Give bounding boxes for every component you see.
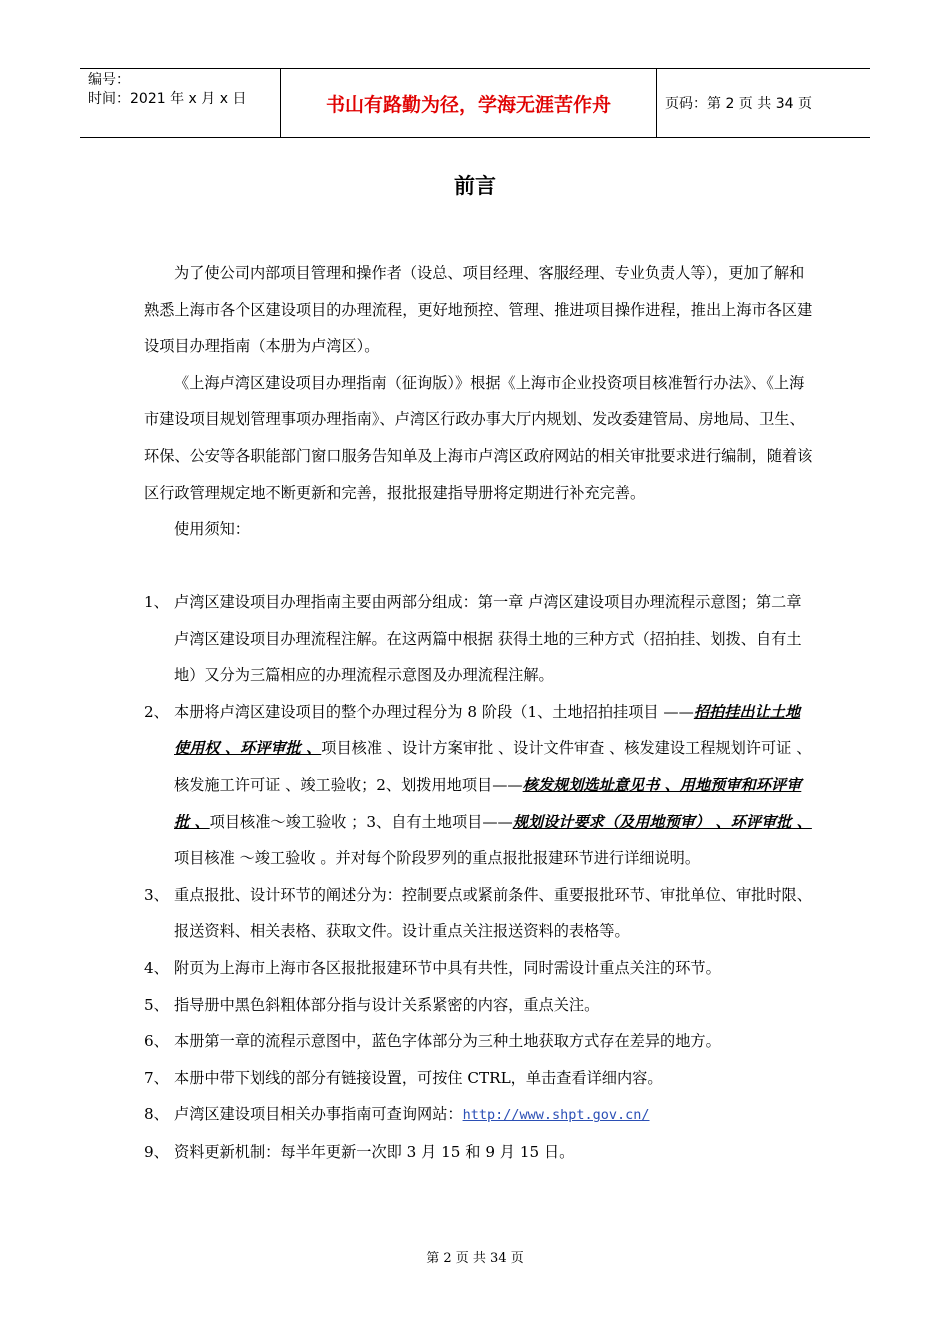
list-number: 4、 (144, 958, 169, 977)
number-label: 编号： (88, 72, 130, 88)
page-title: 前言 (454, 174, 496, 198)
link-bidding-stage[interactable]: 招拍挂出让土地使用权 、环评审批 、 (174, 702, 801, 758)
list-number: 5、 (144, 995, 169, 1014)
list-text: 卢湾区建设项目办理指南主要由两部分组成：第一章 卢湾区建设项目办理流程示意图；第二章 卢湾区建设项目办理流程注解。在这两篇中根据 获得土地的三种方式（招拍挂、划拨、自有土地）又分为三篇相应的办理流程示意图及办理流程注解。 (174, 593, 802, 685)
list-text: 本册第一章的流程示意图中，蓝色字体部分为三种土地获取方式存在差异的地方。 (174, 1032, 721, 1051)
list-number: 2、 (144, 702, 169, 721)
header-motto: 书山有路勤为径，学海无涯苦作舟 (280, 69, 657, 137)
list-text: 卢湾区建设项目相关办事指南可查询网站： (174, 1105, 463, 1124)
list-item (144, 584, 814, 694)
list-text: 项目核准～竣工验收 ；3、自有土地项目—— (209, 812, 513, 831)
list-text: 项目核准 ～竣工验收 。并对每个阶段罗列的重点报批报建环节进行详细说明。 (174, 849, 701, 868)
list-item (144, 1060, 814, 1097)
paragraph-usage-heading: 使用须知： (174, 520, 250, 539)
list-text: 本册将卢湾区建设项目的整个办理过程分为 8 阶段（1、土地招拍挂项目 —— (174, 702, 694, 721)
header-meta (80, 69, 280, 139)
page-footer: 第 2 页 共 34 页 (426, 1251, 524, 1266)
list-text: 本册中带下划线的部分有链接设置，可按住 CTRL，单击查看详细内容。 (174, 1068, 663, 1087)
website-link[interactable]: http://www.shpt.gov.cn/ (462, 1107, 650, 1124)
list-text: 资料更新机制：每半年更新一次即 3 月 15 和 9 月 15 日。 (174, 1142, 575, 1161)
list-item (144, 987, 814, 1024)
list-item (144, 950, 814, 987)
usage-list (144, 584, 814, 1171)
list-item (144, 1096, 814, 1134)
paragraph-basis: 《上海卢湾区建设项目办理指南（征询版）》根据《上海市企业投资项目核准暂行办法》、《上海市建设项目规划管理事项办理指南》、卢湾区行政办事大厅内规划、发改委建管局、房地局、卫生、环保、公安等各职能部门窗口服务告知单及上海市卢湾区政府网站的相关审批要求进行编制，随着该区行政管理规定地不断更新和完善，报批报建指导册将定期进行补充完善。 (144, 373, 813, 502)
list-item (144, 1023, 814, 1060)
list-text: 指导册中黑色斜粗体部分指与设计关系紧密的内容，重点关注。 (174, 995, 600, 1014)
paragraph-purpose: 为了使公司内部项目管理和操作者（设总、项目经理、客服经理、专业负责人等），更加了解和熟悉上海市各个区建设项目的办理流程，更好地预控、管理、推进项目操作进程，推出上海市各区建设项目办理指南（本册为卢湾区）。 (144, 264, 813, 356)
time-label: 时间：2021 年 x 月 x 日 (88, 91, 247, 107)
list-number: 8、 (144, 1105, 169, 1124)
list-item (144, 877, 814, 950)
list-number: 6、 (144, 1032, 169, 1051)
link-allocation-stage[interactable]: 核发规划选址意见书 、用地预审和环评审批 、 (174, 775, 802, 831)
list-text: 附页为上海市上海市各区报批报建环节中具有共性，同时需设计重点关注的环节。 (174, 958, 721, 977)
list-item (144, 694, 814, 877)
link-self-owned-stage[interactable]: 规划设计要求（及用地预审） 、环评审批 、 (512, 812, 812, 831)
list-item (144, 1134, 814, 1171)
list-number: 3、 (144, 885, 169, 904)
preface-body (144, 255, 814, 548)
header-page-info: 页码：第 2 页 共 34 页 (665, 96, 812, 112)
list-number: 9、 (144, 1142, 169, 1161)
list-text: 重点报批、设计环节的阐述分为：控制要点或紧前条件、重要报批环节、审批单位、审批时限、报送资料、相关表格、获取文件。设计重点关注报送资料的表格等。 (174, 885, 812, 941)
list-number: 7、 (144, 1068, 169, 1087)
list-number: 1、 (144, 593, 169, 611)
header-table (80, 68, 870, 138)
list-text: 项目核准 、设计方案审批 、设计文件审查 、核发建设工程规划许可证 、核发施工许可证 、竣工验收；2、划拨用地项目—— (174, 739, 812, 794)
